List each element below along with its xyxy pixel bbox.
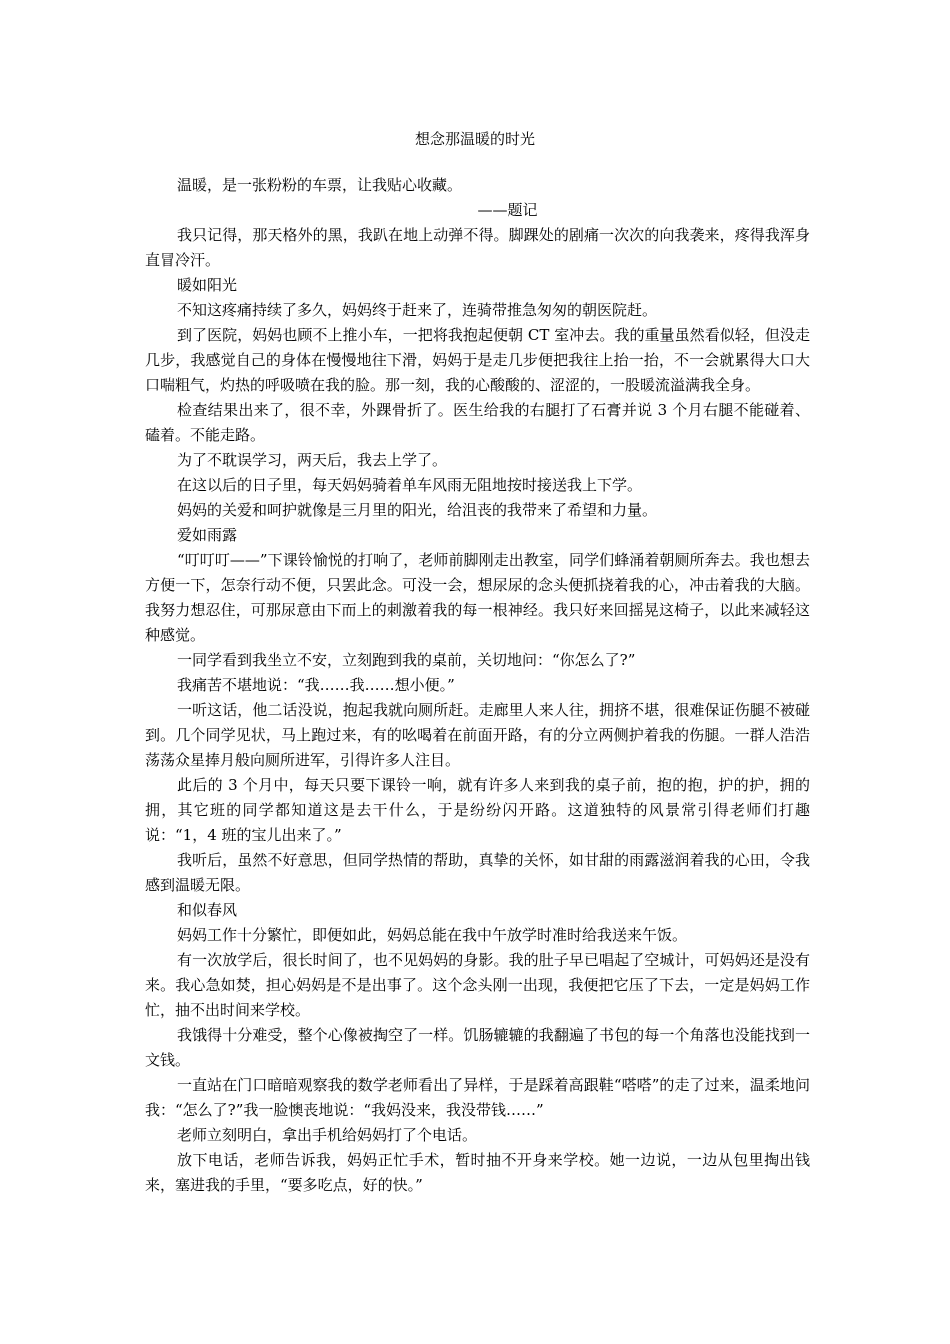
- document-title: 想念那温暖的时光: [414, 130, 535, 148]
- paragraph: “叮叮叮——”下课铃愉悦的打响了，老师前脚刚走出教室，同学们蜂涌着朝厕所奔去。我也想去方便一下，怎奈行动不便，只罢此念。可没一会，想尿尿的念头便抓挠着我的心，冲击着我的大脑。我努力想忍住，可那尿意由下而上的刺激着我的每一根神经。我只好来回摇晃这椅子，以此来减轻这种感觉。: [145, 551, 810, 644]
- paragraph: 一直站在门口暗暗观察我的数学老师看出了异样，于是踩着高跟鞋“嗒嗒”的走了过来，温柔地问我：“怎么了?”我一脸懊丧地说：“我妈没来，我没带钱……”: [145, 1076, 810, 1119]
- paragraph: 在这以后的日子里，每天妈妈骑着单车风雨无阻地按时接送我上下学。: [177, 476, 643, 494]
- paragraph: 我只记得，那天格外的黑，我趴在地上动弹不得。脚踝处的剧痛一次次的向我袭来，疼得我浑身直冒冷汗。: [145, 226, 810, 269]
- paragraph: 到了医院，妈妈也顾不上推小车，一把将我抱起便朝 CT 室冲去。我的重量虽然看似轻，但没走几步，我感觉自己的身体在慢慢地往下滑，妈妈于是走几步便把我往上抬一抬，不一会就累得大口大口喘粗气，灼热的呼吸喷在我的脸。那一刻，我的心酸酸的、涩涩的，一股暖流溢满我全身。: [145, 326, 810, 394]
- document-body: [145, 173, 810, 1198]
- paragraph: 我痛苦不堪地说：“我……我……想小便。”: [177, 676, 455, 694]
- paragraph: 我饿得十分难受，整个心像被掏空了一样。饥肠辘辘的我翻遍了书包的每一个角落也没能找到一文钱。: [145, 1026, 810, 1069]
- section-heading: 和似春风: [177, 901, 238, 919]
- epigraph: 温暖，是一张粉粉的车票，让我贴心收藏。: [177, 176, 463, 194]
- section-heading: 爱如雨露: [177, 526, 238, 544]
- paragraph: 妈妈的关爱和呵护就像是三月里的阳光，给沮丧的我带来了希望和力量。: [177, 501, 658, 519]
- paragraph: 一听这话，他二话没说，抱起我就向厕所赶。走廊里人来人往，拥挤不堪，很难保证伤腿不被碰到。几个同学见状，马上跑过来，有的吆喝着在前面开路，有的分立两侧护着我的伤腿。一群人浩浩荡荡众星捧月般向厕所进军，引得许多人注目。: [145, 701, 810, 769]
- paragraph: 妈妈工作十分繁忙，即便如此，妈妈总能在我中午放学时准时给我送来午饭。: [177, 926, 688, 944]
- paragraph: 老师立刻明白，拿出手机给妈妈打了个电话。: [177, 1126, 478, 1144]
- paragraph: 检查结果出来了，很不幸，外踝骨折了。医生给我的右腿打了石膏并说 3 个月右腿不能碰着、磕着。不能走路。: [145, 401, 810, 444]
- epigraph-attribution: ——题记: [477, 201, 538, 219]
- section-heading: 暖如阳光: [177, 276, 238, 294]
- paragraph: 为了不耽误学习，两天后，我去上学了。: [177, 451, 448, 469]
- paragraph: 我听后，虽然不好意思，但同学热情的帮助，真挚的关怀，如甘甜的雨露滋润着我的心田，令我感到温暖无限。: [145, 851, 810, 894]
- paragraph: 一同学看到我坐立不安，立刻跑到我的桌前，关切地问：“你怎么了?”: [177, 651, 636, 669]
- paragraph: 有一次放学后，很长时间了，也不见妈妈的身影。我的肚子早已唱起了空城计，可妈妈还是没有来。我心急如焚，担心妈妈是不是出事了。这个念头刚一出现，我便把它压了下去，一定是妈妈工作忙，抽不出时间来学校。: [145, 951, 810, 1019]
- paragraph: 此后的 3 个月中，每天只要下课铃一响，就有许多人来到我的桌子前，抱的抱，护的护，拥的拥，其它班的同学都知道这是去干什么，于是纷纷闪开路。这道独特的风景常引得老师们打趣说：“1，4 班的宝儿出来了。”: [145, 776, 810, 844]
- paragraph: 放下电话，老师告诉我，妈妈正忙手术，暂时抽不开身来学校。她一边说，一边从包里掏出钱来，塞进我的手里，“要多吃点，好的快。”: [145, 1151, 810, 1194]
- paragraph: 不知这疼痛持续了多久，妈妈终于赶来了，连骑带推急匆匆的朝医院赶。: [177, 301, 658, 319]
